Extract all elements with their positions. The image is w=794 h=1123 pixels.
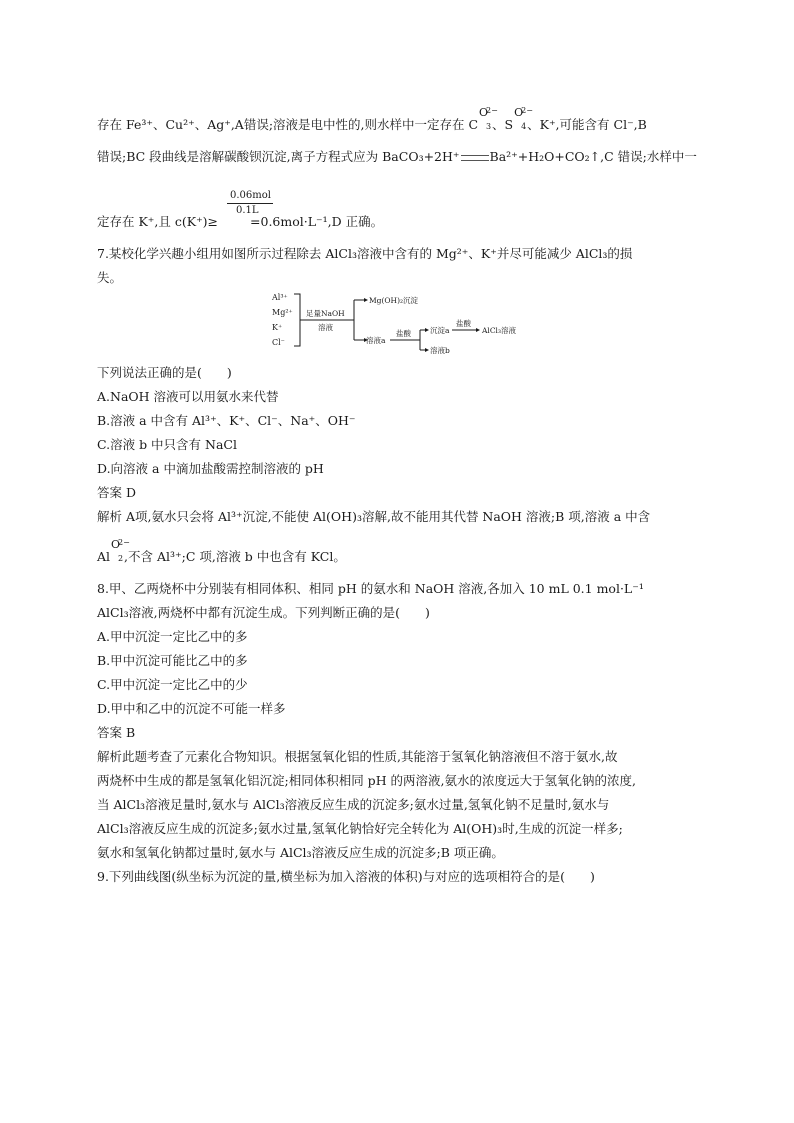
arrowhead-icon [425,348,429,352]
ion-mg: Mg²⁺ [272,308,293,317]
q7-option-c: C.溶液 b 中只含有 NaCl [97,437,237,452]
final-alcl3-label: AlCl₃溶液 [482,326,516,335]
q8-option-c: C.甲中沉淀一定比乙中的少 [97,677,248,692]
q8-explanation-3: 当 AlCl₃溶液足量时,氨水与 AlCl₃溶液反应生成的沉淀多;氨水过量,氢氧化钠不足量时,氨水与 [97,797,610,812]
q8-option-a: A.甲中沉淀一定比乙中的多 [97,629,248,644]
q7-question: 下列说法正确的是( ) [97,365,232,380]
process-flow-diagram [270,290,530,362]
reagent-hcl-1: 盐酸 [396,329,411,338]
q7-explanation-1: 解析 A项,氨水只会将 Al³⁺沉淀,不能使 Al(OH)₃溶解,故不能用其代替 NaOH 溶液;B 项,溶液 a 中含 [97,509,651,524]
q8-answer: 答案 B [97,725,136,740]
fraction-denominator: 0.1L [236,205,259,216]
line1-part-a: 存在 Fe³⁺、Cu²⁺、Ag⁺,A错误;溶液是电中性的,则水样中一定存在 C [97,117,479,132]
q7-exp2-al: Al [97,549,111,564]
formula-charge: 2− [118,538,130,547]
aluminate-formula [110,538,130,565]
reagent-naoh: 足量NaOH [306,309,345,318]
line2-part-b: Ba²⁺+H₂O+CO₂↑,C 错误;水样中一 [489,149,697,164]
formula-subscript-4: 4 [521,122,527,131]
q8-explanation-4: AlCl₃溶液反应生成的沉淀多;氨水过量,氢氧化钠恰好完全转化为 Al(OH)₃时,生成的沉淀一样多; [97,821,623,836]
q8-explanation-1: 解析此题考查了元素化合物知识。根据氢氧化铝的性质,其能溶于氢氧化钠溶液但不溶于氨水,故 [97,749,618,764]
q7-option-b: B.溶液 a 中含有 Al³⁺、K⁺、Cl⁻、Na⁺、OH⁻ [97,413,356,428]
reagent-hcl-2: 盐酸 [456,319,471,328]
fraction-numerator: 0.06mol [230,190,271,201]
q7-option-a: A.NaOH 溶液可以用氨水来代替 [97,389,279,404]
solution-a-label: 溶液a [366,336,386,345]
arrowhead-icon [425,328,429,332]
q7-answer: 答案 D [97,485,136,500]
line3-part-b: =0.6mol·L⁻¹,D 正确。 [250,214,384,229]
line1-part-c: 、K⁺,可能含有 Cl⁻,B [527,117,647,132]
formula-subscript-3: 3 [486,122,492,131]
product-mg-oh2: Mg(OH)₂沉淀 [369,296,419,305]
q8-stem-line-1: 8.甲、乙两烧杯中分别装有相同体积、相同 pH 的氨水和 NaOH 溶液,各加入 10 mL 0.1 mol·L⁻¹ [97,581,644,596]
equals-sign-icon [461,155,489,161]
q7-explanation-2 [97,538,346,565]
formula-o: O [111,538,121,551]
text-line-1 [97,106,647,133]
line2-part-a: 错误;BC 段曲线是溶解碳酸钡沉淀,离子方程式应为 BaCO₃+2H⁺ [97,149,460,164]
arrowhead-icon [476,328,480,332]
q8-option-b: B.甲中沉淀可能比乙中的多 [97,653,248,668]
q8-stem-line-2: AlCl₃溶液,两烧杯中都有沉淀生成。下列判断正确的是( ) [97,605,430,620]
q7-option-d: D.向溶液 a 中滴加盐酸需控制溶液的 pH [97,461,324,476]
formula-o: O [479,106,489,119]
formula-o: O [514,106,524,119]
text-line-3 [97,214,383,230]
q8-option-d: D.甲中和乙中的沉淀不可能一样多 [97,701,286,716]
line1-part-b: 、S [492,117,514,132]
ion-cl: Cl⁻ [272,338,285,347]
q7-exp2-rest: ,不含 Al³⁺;C 项,溶液 b 中也含有 KCl。 [124,549,346,564]
solution-b-label: 溶液b [430,346,450,355]
q9-stem: 9.下列曲线图(纵坐标为沉淀的量,横坐标为加入溶液的体积)与对应的选项相符合的是( ) [97,869,595,884]
ion-bracket [294,294,300,346]
ion-k: K⁺ [272,323,283,332]
q7-stem-line-2: 失。 [97,270,123,285]
arrowhead-icon [364,298,368,302]
reagent-naoh-solution: 溶液 [318,323,333,332]
fraction-bar [227,203,273,204]
precipitate-a-label: 沉淀a [430,326,450,335]
formula-charge: 2− [521,106,533,115]
text-line-2 [97,149,697,165]
q7-stem-line-1: 7.某校化学兴趣小组用如图所示过程除去 AlCl₃溶液中含有的 Mg²⁺、K⁺并尽可能减少 AlCl₃的损 [97,246,633,261]
q8-explanation-2: 两烧杯中生成的都是氢氧化铝沉淀;相同体积相同 pH 的两溶液,氨水的浓度远大于氢氧化钠的浓度, [97,773,637,788]
carbonate-formula [478,106,498,133]
formula-subscript-2: 2 [118,554,124,563]
ion-al: Al³⁺ [272,293,288,302]
q8-explanation-5: 氨水和氢氧化钠都过量时,氨水与 AlCl₃溶液反应生成的沉淀多;B 项正确。 [97,845,504,860]
formula-charge: 2− [486,106,498,115]
line3-part-a: 定存在 K⁺,且 c(K⁺)≥ [97,214,219,229]
sulfate-formula [513,106,533,133]
